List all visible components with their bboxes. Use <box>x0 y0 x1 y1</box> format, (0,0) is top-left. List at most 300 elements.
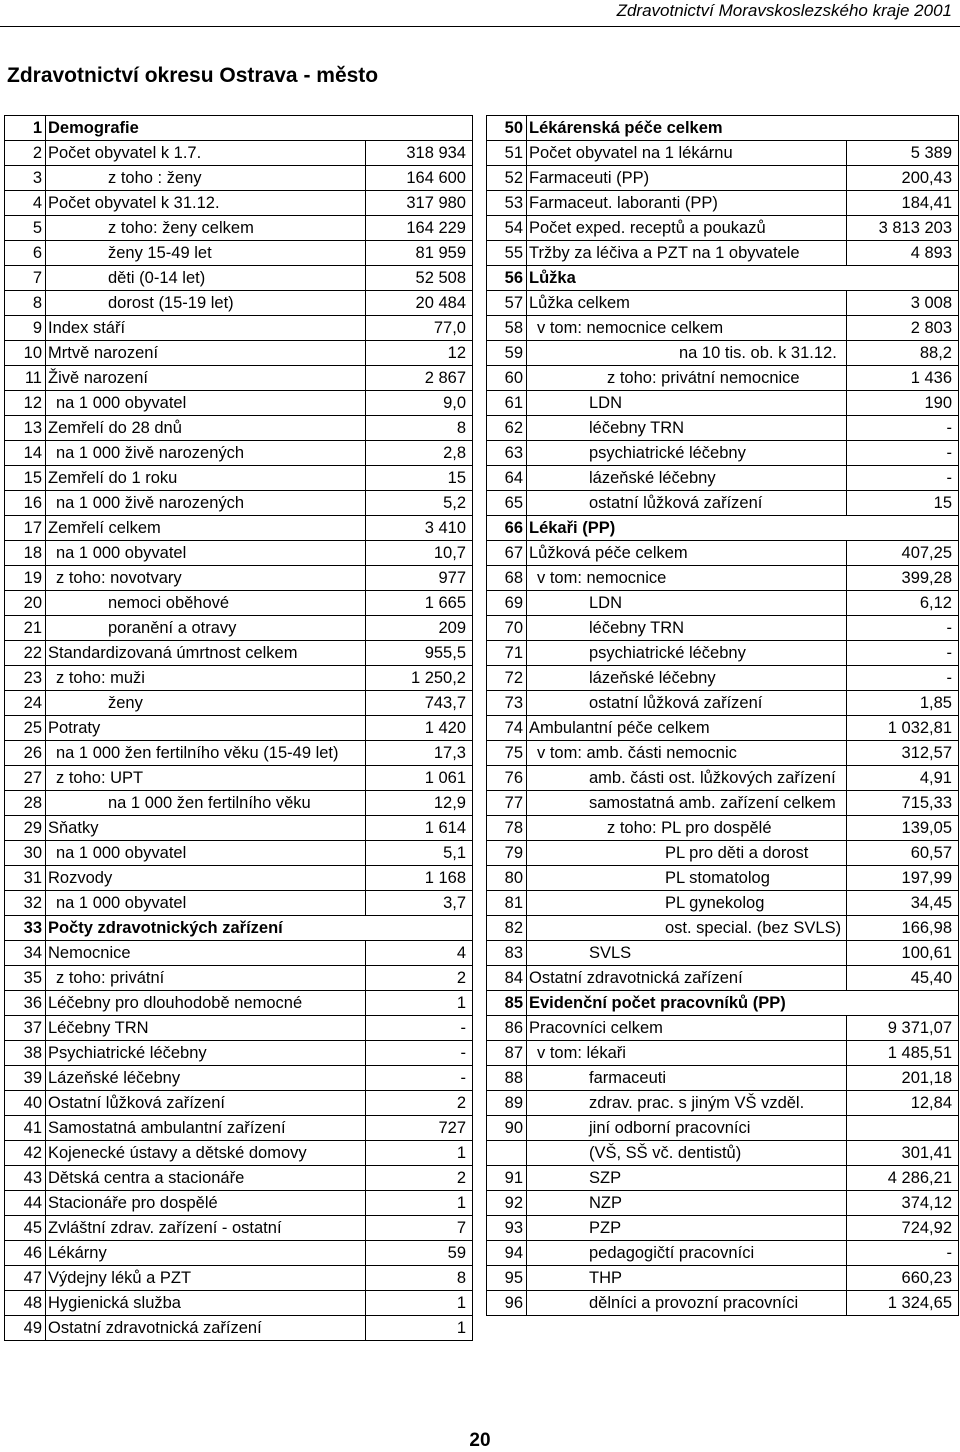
table-row <box>5 491 473 516</box>
row-number: 61 <box>487 391 527 416</box>
row-number: 32 <box>5 891 46 916</box>
table-row <box>487 866 959 891</box>
row-value: 977 <box>366 566 473 591</box>
row-value: 1 <box>366 991 473 1016</box>
table-row <box>487 341 959 366</box>
row-number: 29 <box>5 816 46 841</box>
row-label: Stacionáře pro dospělé <box>46 1191 366 1216</box>
right-statistics-table <box>486 115 959 1316</box>
table-row <box>487 1266 959 1291</box>
row-value: 139,05 <box>847 816 959 841</box>
row-label: Sňatky <box>46 816 366 841</box>
row-value: 201,18 <box>847 1066 959 1091</box>
row-value: 20 484 <box>366 291 473 316</box>
table-row <box>5 991 473 1016</box>
row-label: Kojenecké ústavy a dětské domovy <box>46 1141 366 1166</box>
row-number: 10 <box>5 341 46 366</box>
row-label: Farmaceut. laboranti (PP) <box>527 191 847 216</box>
row-label: ost. special. (bez SVLS) <box>527 916 847 941</box>
table-row <box>487 316 959 341</box>
row-number: 36 <box>5 991 46 1016</box>
row-number: 60 <box>487 366 527 391</box>
table-row <box>487 716 959 741</box>
table-row <box>5 241 473 266</box>
row-number: 37 <box>5 1016 46 1041</box>
table-row <box>487 1116 959 1141</box>
row-number: 70 <box>487 616 527 641</box>
row-label: Standardizovaná úmrtnost celkem <box>46 641 366 666</box>
row-number: 24 <box>5 691 46 716</box>
row-value: 312,57 <box>847 741 959 766</box>
row-label: poranění a otravy <box>46 616 366 641</box>
row-value: 1 420 <box>366 716 473 741</box>
table-row <box>5 1041 473 1066</box>
row-value: - <box>366 1041 473 1066</box>
row-value: 1 250,2 <box>366 666 473 691</box>
row-number: 87 <box>487 1041 527 1066</box>
row-value: 100,61 <box>847 941 959 966</box>
row-number: 21 <box>5 616 46 641</box>
row-number: 59 <box>487 341 527 366</box>
row-value: 1 665 <box>366 591 473 616</box>
row-label: v tom: nemocnice celkem <box>527 316 847 341</box>
row-label: pedagogičtí pracovníci <box>527 1241 847 1266</box>
row-value: 3 410 <box>366 516 473 541</box>
row-label: Nemocnice <box>46 941 366 966</box>
row-value: 15 <box>366 466 473 491</box>
row-label: na 1 000 obyvatel <box>46 541 366 566</box>
row-label: Ostatní zdravotnická zařízení <box>46 1316 366 1341</box>
left-statistics-table <box>4 115 473 1341</box>
row-number: 25 <box>5 716 46 741</box>
row-label: z toho: privátní nemocnice <box>527 366 847 391</box>
row-label: dorost (15-19 let) <box>46 291 366 316</box>
row-value: 4 893 <box>847 241 959 266</box>
row-value: - <box>847 641 959 666</box>
row-number: 18 <box>5 541 46 566</box>
table-row <box>487 1016 959 1041</box>
row-label: Psychiatrické léčebny <box>46 1041 366 1066</box>
row-number: 72 <box>487 666 527 691</box>
table-row <box>5 166 473 191</box>
row-label: Pracovníci celkem <box>527 1016 847 1041</box>
row-number: 3 <box>5 166 46 191</box>
row-number: 68 <box>487 566 527 591</box>
page-title: Zdravotnictví okresu Ostrava - město <box>7 64 379 87</box>
row-value: 12 <box>366 341 473 366</box>
table-row <box>487 591 959 616</box>
table-row <box>487 1041 959 1066</box>
row-number: 13 <box>5 416 46 441</box>
table-row <box>5 1091 473 1116</box>
row-number: 52 <box>487 166 527 191</box>
row-label: Zvláštní zdrav. zařízení - ostatní <box>46 1216 366 1241</box>
row-label: psychiatrické léčebny <box>527 441 847 466</box>
row-value: 1 614 <box>366 816 473 841</box>
row-label: zdrav. prac. s jiným VŠ vzděl. <box>527 1091 847 1116</box>
row-value: 301,41 <box>847 1141 959 1166</box>
row-label: Hygienická služba <box>46 1291 366 1316</box>
row-label: léčebny TRN <box>527 416 847 441</box>
row-label: amb. části ost. lůžkových zařízení <box>527 766 847 791</box>
table-row <box>487 441 959 466</box>
row-label: na 1 000 živě narozených <box>46 491 366 516</box>
row-value: - <box>847 466 959 491</box>
table-row <box>487 1091 959 1116</box>
row-number: 75 <box>487 741 527 766</box>
row-label: Živě narození <box>46 366 366 391</box>
row-label: Počet obyvatel na 1 lékárnu <box>527 141 847 166</box>
row-label: Ambulantní péče celkem <box>527 716 847 741</box>
table-row <box>487 1166 959 1191</box>
row-value: 407,25 <box>847 541 959 566</box>
row-value: 88,2 <box>847 341 959 366</box>
row-label: na 1 000 obyvatel <box>46 391 366 416</box>
row-number: 11 <box>5 366 46 391</box>
row-label: LDN <box>527 391 847 416</box>
row-number: 64 <box>487 466 527 491</box>
table-row <box>487 566 959 591</box>
row-value: 1 032,81 <box>847 716 959 741</box>
row-value: 715,33 <box>847 791 959 816</box>
row-label: Ostatní zdravotnická zařízení <box>527 966 847 991</box>
row-number: 69 <box>487 591 527 616</box>
row-label: Lékaři (PP) <box>527 516 959 541</box>
row-value: 5,1 <box>366 841 473 866</box>
row-label: Demografie <box>46 116 473 141</box>
row-value: 1 436 <box>847 366 959 391</box>
table-row <box>5 1316 473 1341</box>
row-label: PL gynekolog <box>527 891 847 916</box>
table-row <box>5 1241 473 1266</box>
row-number: 7 <box>5 266 46 291</box>
row-label: lázeňské léčebny <box>527 666 847 691</box>
row-value: 166,98 <box>847 916 959 941</box>
header-rule <box>0 26 960 27</box>
row-label: Lůžková péče celkem <box>527 541 847 566</box>
table-row <box>487 741 959 766</box>
row-value: 743,7 <box>366 691 473 716</box>
row-value: 45,40 <box>847 966 959 991</box>
row-number: 28 <box>5 791 46 816</box>
row-value: 77,0 <box>366 316 473 341</box>
row-number: 57 <box>487 291 527 316</box>
row-number: 73 <box>487 691 527 716</box>
row-label: psychiatrické léčebny <box>527 641 847 666</box>
row-number: 95 <box>487 1266 527 1291</box>
table-row <box>487 766 959 791</box>
row-number: 78 <box>487 816 527 841</box>
row-label: Zemřelí do 1 roku <box>46 466 366 491</box>
row-value: - <box>366 1016 473 1041</box>
row-value: 6,12 <box>847 591 959 616</box>
table-row <box>487 1066 959 1091</box>
row-number: 39 <box>5 1066 46 1091</box>
table-row <box>487 241 959 266</box>
table-row <box>5 416 473 441</box>
row-value: - <box>847 416 959 441</box>
table-row <box>5 366 473 391</box>
row-number: 81 <box>487 891 527 916</box>
table-row <box>487 691 959 716</box>
table-row <box>5 1141 473 1166</box>
row-label: LDN <box>527 591 847 616</box>
row-number: 85 <box>487 991 527 1016</box>
row-number: 46 <box>5 1241 46 1266</box>
row-value: 52 508 <box>366 266 473 291</box>
table-row <box>5 741 473 766</box>
row-value: 724,92 <box>847 1216 959 1241</box>
table-row <box>487 466 959 491</box>
row-number: 80 <box>487 866 527 891</box>
row-label: z toho: privátní <box>46 966 366 991</box>
table-row <box>5 591 473 616</box>
row-value: - <box>847 616 959 641</box>
table-row <box>5 316 473 341</box>
table-row <box>5 541 473 566</box>
row-number: 20 <box>5 591 46 616</box>
row-value: 318 934 <box>366 141 473 166</box>
row-value: 399,28 <box>847 566 959 591</box>
row-number: 47 <box>5 1266 46 1291</box>
row-label: děti (0-14 let) <box>46 266 366 291</box>
table-row <box>487 1291 959 1316</box>
table-row <box>5 766 473 791</box>
row-label: Dětská centra a stacionáře <box>46 1166 366 1191</box>
table-row <box>5 1291 473 1316</box>
row-label: z toho: muži <box>46 666 366 691</box>
table-row <box>5 866 473 891</box>
row-value: 5 389 <box>847 141 959 166</box>
table-row <box>5 291 473 316</box>
row-label: Ostatní lůžková zařízení <box>46 1091 366 1116</box>
row-label: ženy <box>46 691 366 716</box>
table-row <box>5 141 473 166</box>
row-label: Rozvody <box>46 866 366 891</box>
table-row <box>5 566 473 591</box>
row-label: Léčebny pro dlouhodobě nemocné <box>46 991 366 1016</box>
table-row <box>5 191 473 216</box>
row-number: 1 <box>5 116 46 141</box>
row-value: 12,9 <box>366 791 473 816</box>
row-value: 1 <box>366 1191 473 1216</box>
row-label: samostatná amb. zařízení celkem <box>527 791 847 816</box>
row-number: 92 <box>487 1191 527 1216</box>
row-label: v tom: amb. části nemocnic <box>527 741 847 766</box>
row-value: 727 <box>366 1116 473 1141</box>
table-row <box>487 366 959 391</box>
table-row <box>487 891 959 916</box>
row-value: 1 <box>366 1316 473 1341</box>
row-value: 4 286,21 <box>847 1166 959 1191</box>
row-value: 2 <box>366 1166 473 1191</box>
row-value: 3 813 203 <box>847 216 959 241</box>
row-label: jiní odborní pracovníci <box>527 1116 847 1141</box>
table-row <box>5 966 473 991</box>
row-number: 86 <box>487 1016 527 1041</box>
row-number: 45 <box>5 1216 46 1241</box>
table-row <box>487 616 959 641</box>
row-label: z toho: ženy celkem <box>46 216 366 241</box>
row-label: Počty zdravotnických zařízení <box>46 916 473 941</box>
row-value: 2 <box>366 1091 473 1116</box>
row-number: 41 <box>5 1116 46 1141</box>
row-number: 83 <box>487 941 527 966</box>
row-value: 59 <box>366 1241 473 1266</box>
section-header-row <box>487 991 959 1016</box>
table-row <box>487 641 959 666</box>
section-header-row <box>5 116 473 141</box>
row-value: 1 485,51 <box>847 1041 959 1066</box>
row-number: 91 <box>487 1166 527 1191</box>
row-label: z toho: novotvary <box>46 566 366 591</box>
row-label: Zemřelí do 28 dnů <box>46 416 366 441</box>
row-value: 184,41 <box>847 191 959 216</box>
row-value: 197,99 <box>847 866 959 891</box>
row-label: Výdejny léků a PZT <box>46 1266 366 1291</box>
table-row <box>487 1241 959 1266</box>
row-value: 1 <box>366 1141 473 1166</box>
row-label: Potraty <box>46 716 366 741</box>
row-label: NZP <box>527 1191 847 1216</box>
row-number: 55 <box>487 241 527 266</box>
row-value: 200,43 <box>847 166 959 191</box>
row-number: 34 <box>5 941 46 966</box>
row-number: 96 <box>487 1291 527 1316</box>
table-row <box>5 216 473 241</box>
section-header-row <box>487 116 959 141</box>
table-row <box>487 791 959 816</box>
row-number: 62 <box>487 416 527 441</box>
row-label: Zemřelí celkem <box>46 516 366 541</box>
row-value: - <box>847 666 959 691</box>
row-label: PL stomatolog <box>527 866 847 891</box>
row-label: Počet exped. receptů a poukazů <box>527 216 847 241</box>
row-label: Mrtvě narození <box>46 341 366 366</box>
row-label: na 1 000 živě narozených <box>46 441 366 466</box>
row-label: nemoci oběhové <box>46 591 366 616</box>
row-value: 2,8 <box>366 441 473 466</box>
row-value: 7 <box>366 1216 473 1241</box>
table-row <box>487 1191 959 1216</box>
row-number <box>487 1141 527 1166</box>
row-label: Počet obyvatel k 1.7. <box>46 141 366 166</box>
row-label: Index stáří <box>46 316 366 341</box>
running-header: Zdravotnictví Moravskoslezského kraje 2001 <box>616 1 952 20</box>
row-number: 38 <box>5 1041 46 1066</box>
row-number: 9 <box>5 316 46 341</box>
row-label: Lůžka celkem <box>527 291 847 316</box>
table-row <box>5 341 473 366</box>
row-number: 33 <box>5 916 46 941</box>
row-number: 8 <box>5 291 46 316</box>
row-value: 209 <box>366 616 473 641</box>
row-number: 93 <box>487 1216 527 1241</box>
table-row <box>487 541 959 566</box>
table-row <box>487 666 959 691</box>
row-value: 2 <box>366 966 473 991</box>
row-number: 16 <box>5 491 46 516</box>
row-number: 30 <box>5 841 46 866</box>
row-label: Tržby za léčiva a PZT na 1 obyvatele <box>527 241 847 266</box>
row-value: 1 <box>366 1291 473 1316</box>
table-row <box>487 916 959 941</box>
row-number: 49 <box>5 1316 46 1341</box>
row-label: (VŠ, SŠ vč. dentistů) <box>527 1141 847 1166</box>
row-value: 660,23 <box>847 1266 959 1291</box>
row-number: 65 <box>487 491 527 516</box>
row-value: 10,7 <box>366 541 473 566</box>
row-number: 67 <box>487 541 527 566</box>
row-value: 374,12 <box>847 1191 959 1216</box>
table-row <box>487 966 959 991</box>
row-number: 94 <box>487 1241 527 1266</box>
row-number: 88 <box>487 1066 527 1091</box>
table-row <box>487 1141 959 1166</box>
row-number: 53 <box>487 191 527 216</box>
row-value: 17,3 <box>366 741 473 766</box>
table-row <box>487 941 959 966</box>
row-label: PZP <box>527 1216 847 1241</box>
table-row <box>5 891 473 916</box>
row-value: 4,91 <box>847 766 959 791</box>
row-value: 12,84 <box>847 1091 959 1116</box>
table-row <box>5 716 473 741</box>
row-value: 164 229 <box>366 216 473 241</box>
row-label: na 10 tis. ob. k 31.12. <box>527 341 847 366</box>
row-label: ženy 15-49 let <box>46 241 366 266</box>
table-row <box>5 441 473 466</box>
row-label: z toho: PL pro dospělé <box>527 816 847 841</box>
row-value <box>847 1116 959 1141</box>
row-number: 77 <box>487 791 527 816</box>
table-row <box>487 391 959 416</box>
row-number: 58 <box>487 316 527 341</box>
row-value: 60,57 <box>847 841 959 866</box>
row-value: 9 371,07 <box>847 1016 959 1041</box>
row-label: na 1 000 žen fertilního věku <box>46 791 366 816</box>
row-label: dělníci a provozní pracovníci <box>527 1291 847 1316</box>
row-number: 44 <box>5 1191 46 1216</box>
row-label: Lékárny <box>46 1241 366 1266</box>
row-label: léčebny TRN <box>527 616 847 641</box>
table-row <box>5 641 473 666</box>
row-value: 955,5 <box>366 641 473 666</box>
table-row <box>487 216 959 241</box>
row-number: 82 <box>487 916 527 941</box>
row-number: 50 <box>487 116 527 141</box>
row-label: Lékárenská péče celkem <box>527 116 959 141</box>
row-number: 26 <box>5 741 46 766</box>
row-number: 54 <box>487 216 527 241</box>
row-value: 2 803 <box>847 316 959 341</box>
table-row <box>5 516 473 541</box>
section-header-row <box>5 916 473 941</box>
table-row <box>5 841 473 866</box>
row-label: Evidenční počet pracovníků (PP) <box>527 991 959 1016</box>
row-number: 12 <box>5 391 46 416</box>
row-value: 2 867 <box>366 366 473 391</box>
table-row <box>487 191 959 216</box>
table-row <box>487 1216 959 1241</box>
table-row <box>5 266 473 291</box>
row-value: 3 008 <box>847 291 959 316</box>
row-number: 51 <box>487 141 527 166</box>
row-value: 1 168 <box>366 866 473 891</box>
table-row <box>5 666 473 691</box>
row-label: Počet obyvatel k 31.12. <box>46 191 366 216</box>
row-number: 15 <box>5 466 46 491</box>
